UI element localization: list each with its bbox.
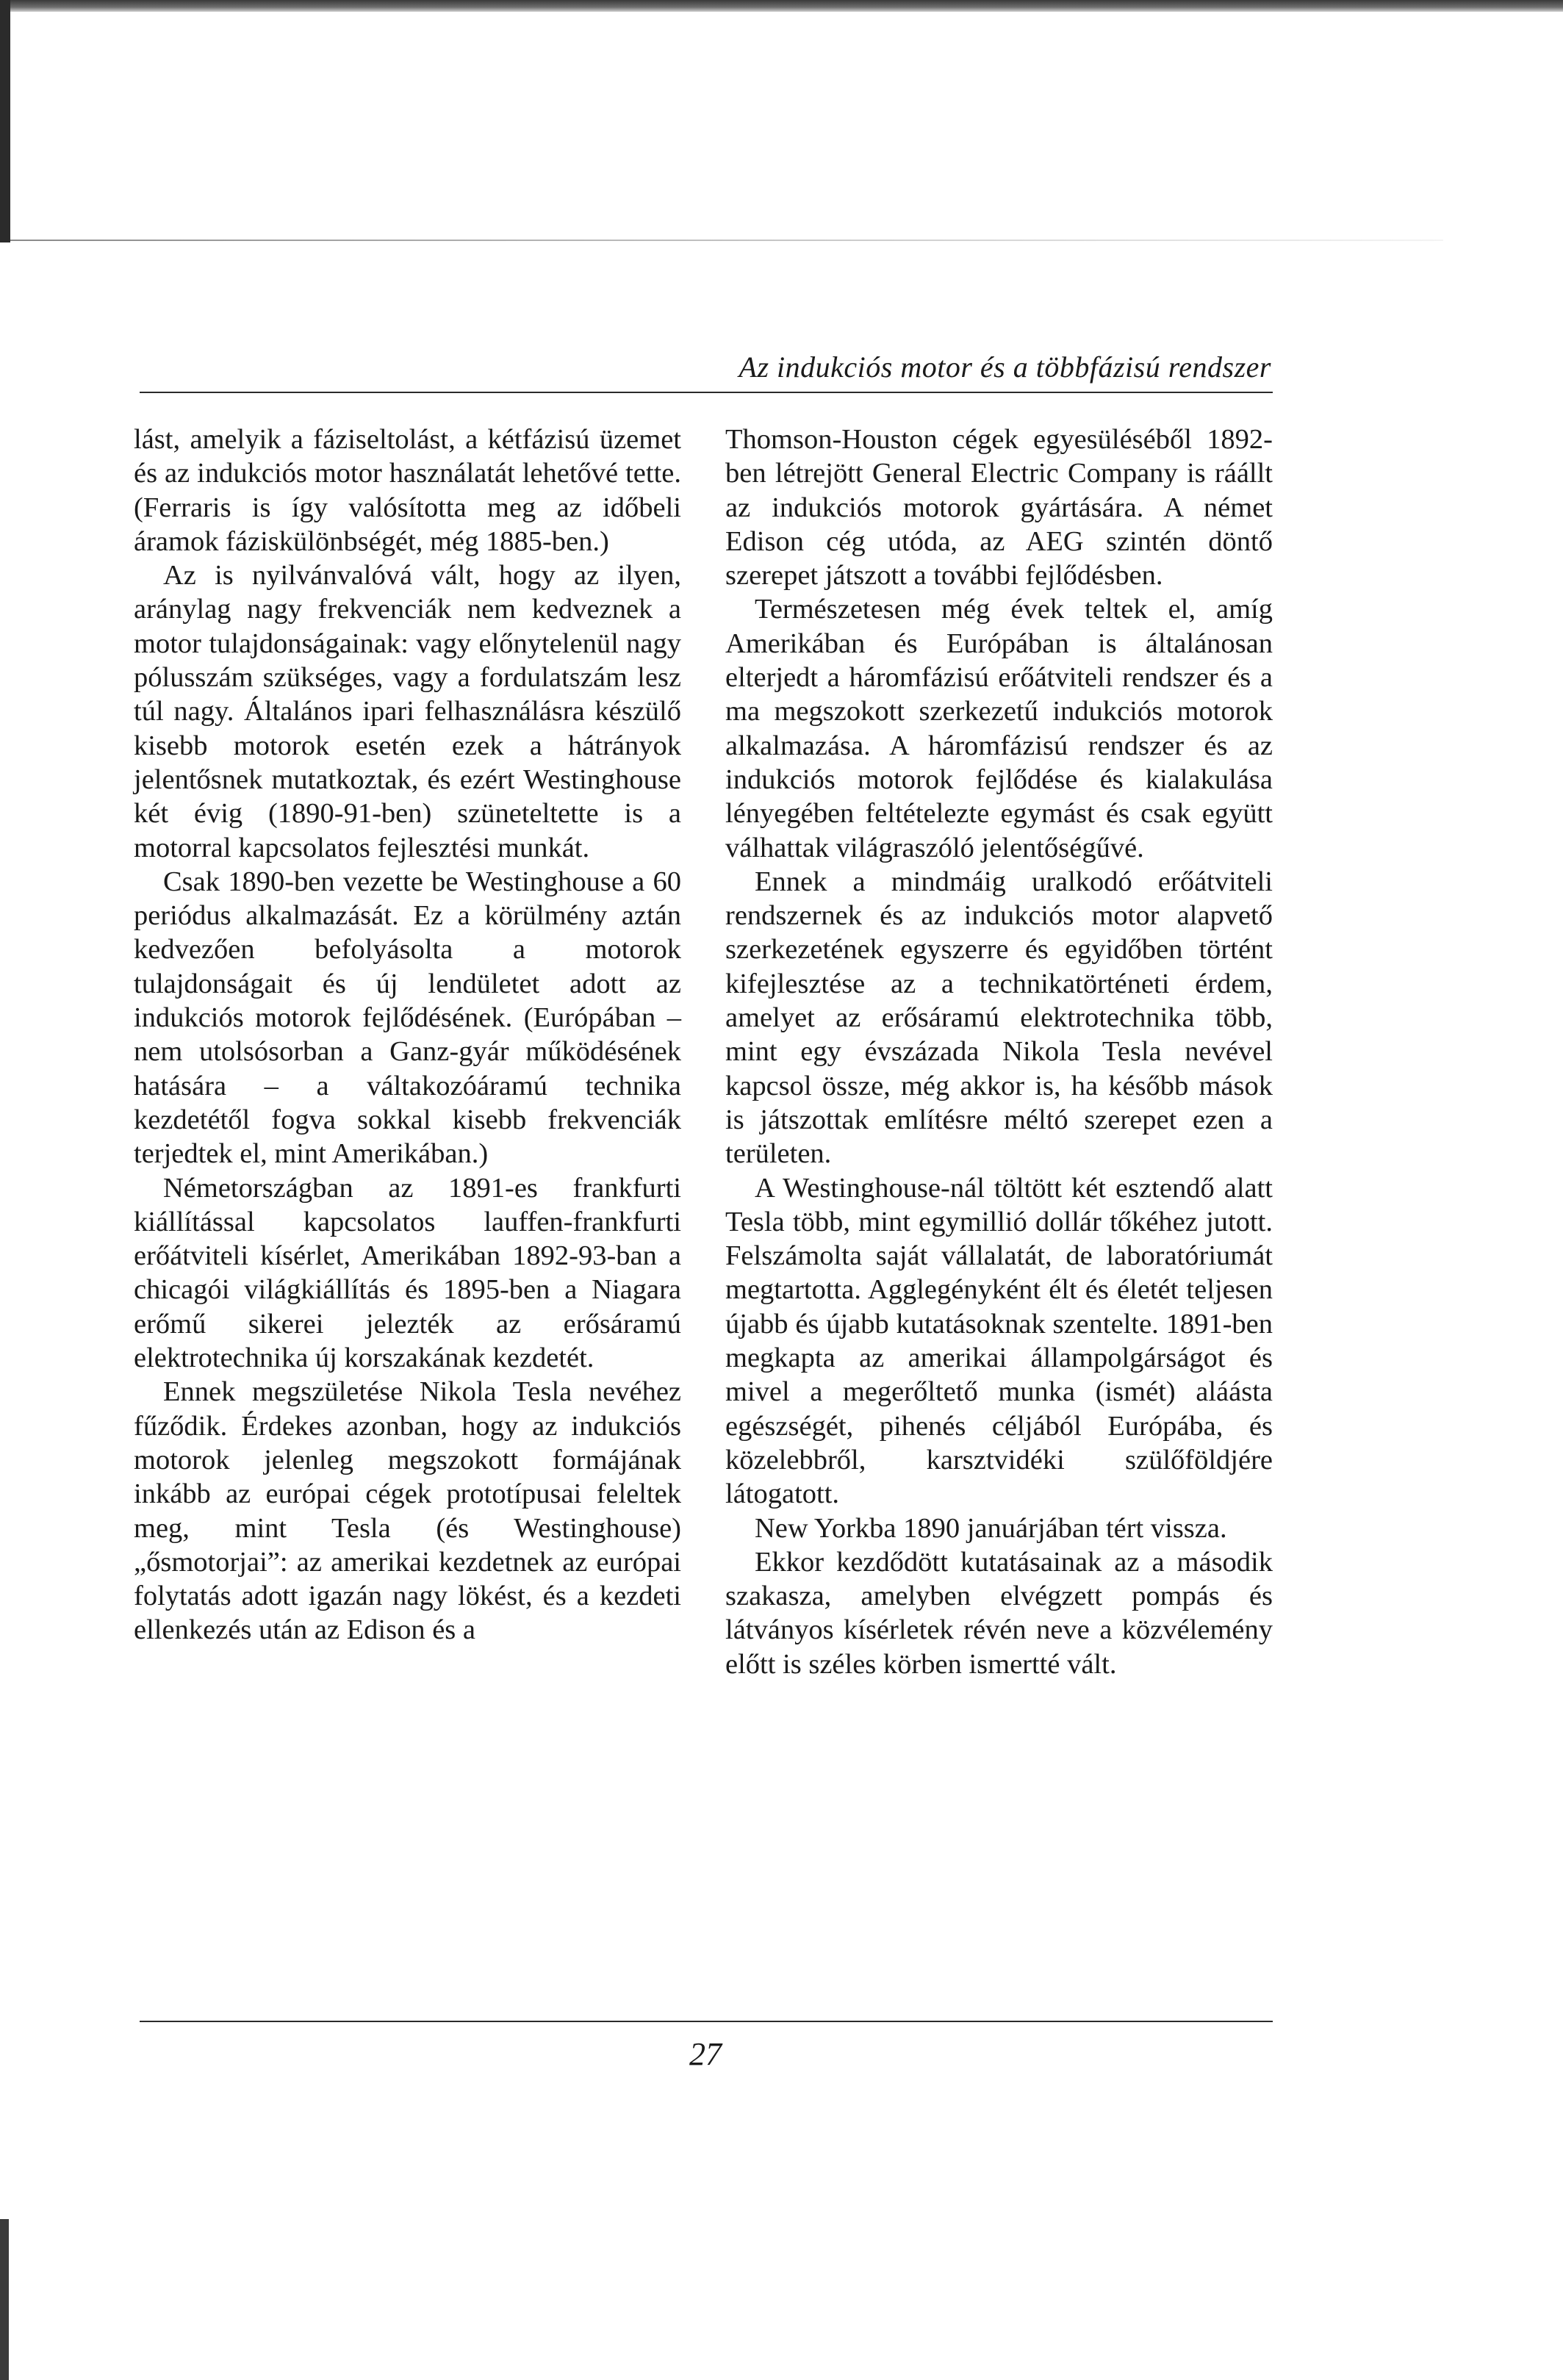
paragraph: Ekkor kezdődött kutatásainak az a második szakasza, amelyben elvégzett pompás és látványos kísérletek révén neve a közvélemény előtt is széles körben ismertté vált. <box>725 1546 1273 1680</box>
paragraph: New Yorkba 1890 januárjában tért vissza. <box>755 1512 1227 1544</box>
running-header: Az indukciós motor és a többfázisú rendszer <box>739 350 1271 384</box>
paragraph: A Westinghouse-nál töltött két esztendő alatt Tesla több, mint egymillió dollár tőkéhez jutott. Felszámolta saját vállalatát, de laboratóriumát megtartotta. Agglegényként élt és életét teljesen újabb és újabb kutatásoknak szentelte. 1891-ben megkapta az amerikai állampolgárságot és mivel a megerőltető munka (ismét) aláásta egészségét, pihenés céljából Európába, és közelebbről, karsztvidéki szülőföldjére látogatott. <box>725 1172 1273 1510</box>
right-column <box>725 423 1273 1681</box>
paragraph: Ennek a mindmáig uralkodó erőátviteli rendszernek és az indukciós motor alapvető szerkezetének egyszerre és egyidőben történt kifejlesztése az a technikatörténeti érdem, amelyet az erősáramú elektrotechnika több, mint egy évszázada Nikola Tesla nevével kapcsol össze, még akkor is, ha később mások is játszottak említésre méltó szerepet ezen a területen. <box>725 866 1273 1170</box>
scan-top-edge <box>0 0 1563 12</box>
scan-fold-line <box>10 240 1443 241</box>
paragraph: Németországban az 1891-es frankfurti kiállítással kapcsolatos lauffen-frankfurti erőátviteli kísérlet, Amerikában 1892-93-ban a chicagói világkiállítás és 1895-ben a Niagara erőmű sikerei jelezték az erősáramú elektrotechnika új korszakának kezdetét. <box>134 1172 681 1374</box>
paragraph: Természetesen még évek teltek el, amíg Amerikában és Európában is általánosan elterjedt a háromfázisú erőátviteli rendszer és a ma megszokott szerkezetű indukciós motorok alkalmazása. A háromfázisú rendszer és az indukciós motorok fejlődése és kialakulása lényegében feltételezte egymást és csak együtt válhattak világraszóló jelentőségűvé. <box>725 594 1273 863</box>
paragraph: lást, amelyik a fáziseltolást, a kétfázisú üzemet és az indukciós motor használatát lehetővé tette. (Ferraris is így valósította meg az időbeli áramok fáziskülönbségét, még 1885-ben.) <box>134 424 681 557</box>
scan-left-edge-bottom <box>0 2219 9 2380</box>
paragraph: Az is nyilvánvalóvá vált, hogy az ilyen, aránylag nagy frekvenciák nem kedveznek a motor tulajdonságainak: vagy előnytelenül nagy pólusszám szükséges, vagy a fordulatszám lesz túl nagy. Általános ipari felhasználásra készülő kisebb motorok esetén ezek a hátrányok jelentősnek mutatkoztak, és ezért Westinghouse két évig (1890-91-ben) szüneteltette is a motorral kapcsolatos fejlesztési munkát. <box>134 560 681 863</box>
footer-rule <box>140 2021 1273 2022</box>
paragraph: Ennek megszületése Nikola Tesla nevéhez fűződik. Érdekes azonban, hogy az indukciós motorok jelenleg megszokott formájának inkább az európai cégek prototípusai feleltek meg, mint Tesla (és Westinghouse) „ősmotorjai”: az amerikai kezdetnek az európai folytatás adott igazán nagy lökést, és a kezdeti ellenkezés után az Edison és a <box>134 1376 681 1646</box>
scan-left-edge <box>0 0 10 242</box>
header-rule <box>140 392 1273 393</box>
page-number: 27 <box>689 2036 722 2072</box>
left-column <box>134 423 681 1647</box>
paragraph: Csak 1890-ben vezette be Westinghouse a 60 periódus alkalmazását. Ez a körülmény aztán kedvezően befolyásolta a motorok tulajdonságait és új lendületet adott az indukciós motorok fejlődésének. (Európában – nem utolsósorban a Ganz-gyár működésének hatására – a váltakozóáramú technika kezdetétől fogva sokkal kisebb frekvenciák terjedtek el, mint Amerikában.) <box>134 866 681 1170</box>
paragraph: Thomson-Houston cégek egyesüléséből 1892-ben létrejött General Electric Company is ráállt az indukciós motorok gyártására. A német Edison cég utóda, az AEG szintén döntő szerepet játszott a további fejlődésben. <box>725 424 1273 592</box>
